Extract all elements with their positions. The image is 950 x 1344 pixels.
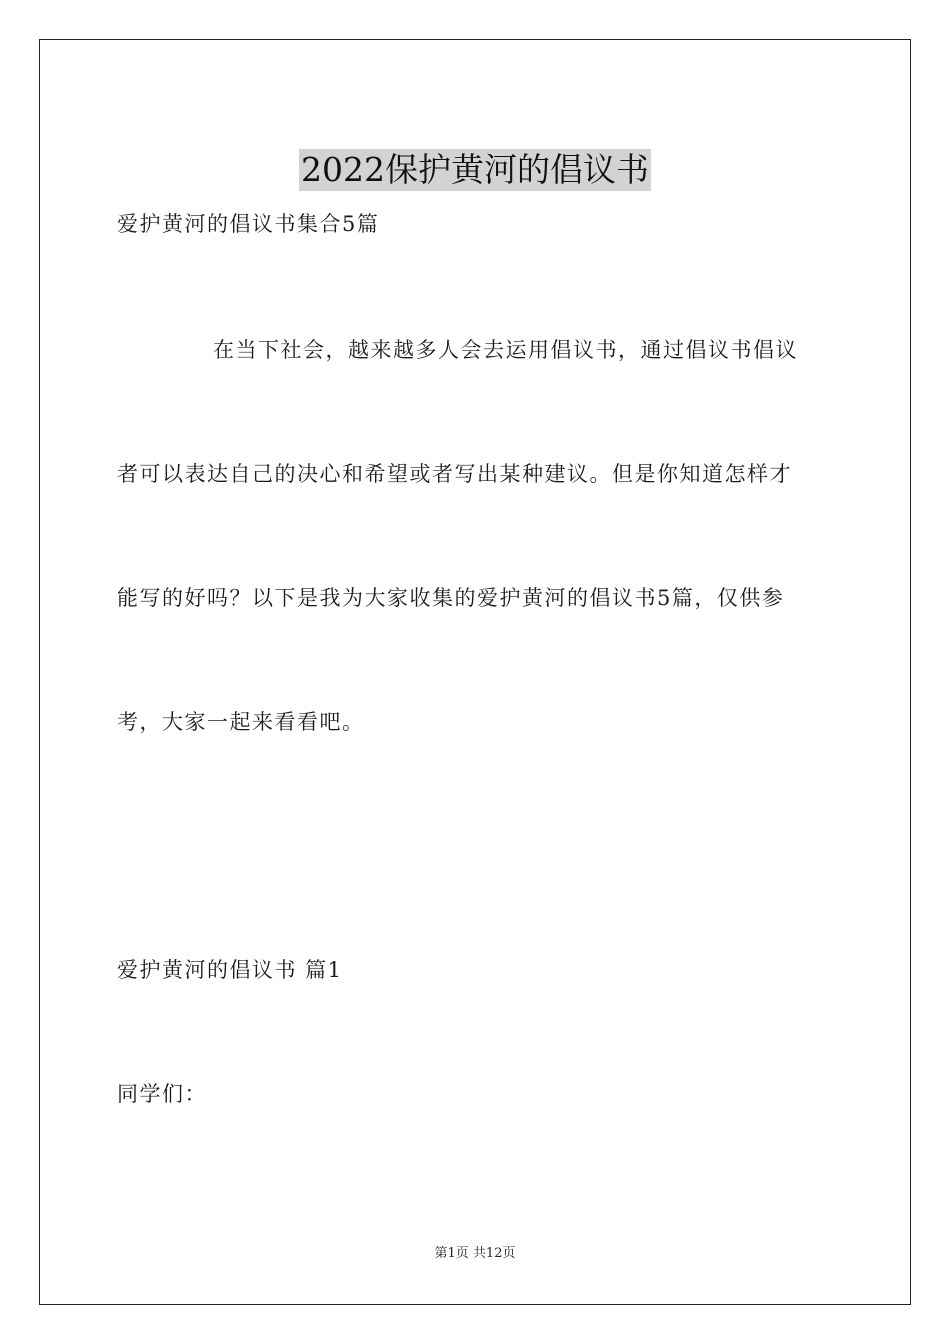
title-container <box>0 127 950 213</box>
page-footer: 第1页 共12页 <box>434 1246 516 1261</box>
paragraph-line-3: 能写的好吗？以下是我为大家收集的爱护黄河的倡议书5篇，仅供参 <box>117 586 785 610</box>
paragraph-line-2: 者可以表达自己的决心和希望或者写出某种建议。但是你知道怎样才 <box>117 462 792 486</box>
paragraph-line-4: 考，大家一起来看看吧。 <box>117 710 365 734</box>
salutation: 同学们： <box>117 1082 207 1106</box>
document-title: 2022保护黄河的倡议书 <box>301 150 649 190</box>
subtitle-line: 爱护黄河的倡议书集合5篇 <box>117 212 380 236</box>
section-heading: 爱护黄河的倡议书 篇1 <box>117 958 343 982</box>
paragraph-line-1: 在当下社会，越来越多人会去运用倡议书，通过倡议书倡议 <box>213 338 798 362</box>
